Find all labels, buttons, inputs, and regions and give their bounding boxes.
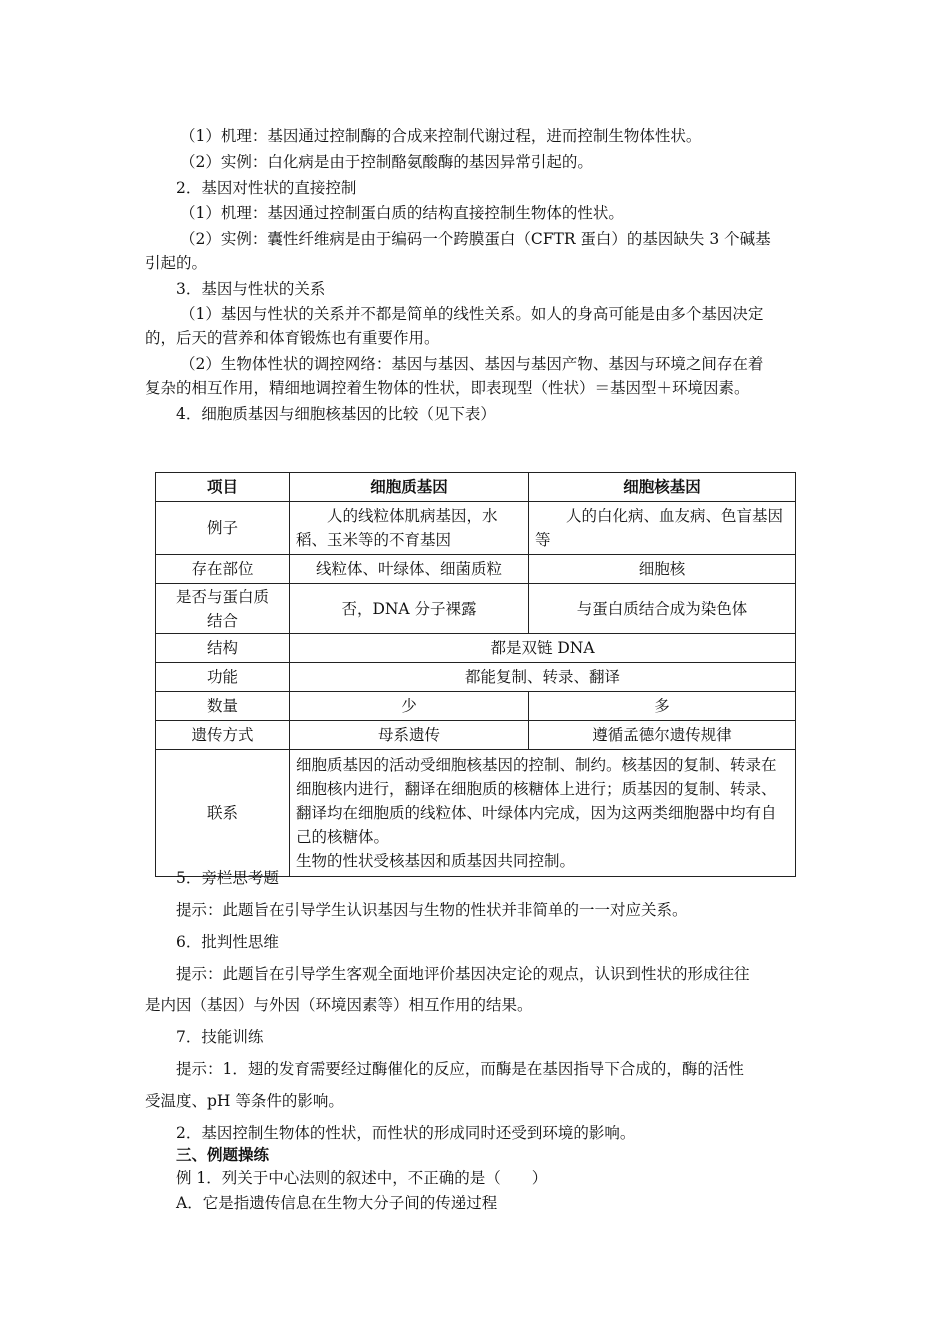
table-cell: 人的线粒体肌病基因，水稻、玉米等的不育基因	[290, 502, 529, 555]
header-cell: 细胞质基因	[290, 473, 529, 502]
table-cell	[290, 750, 796, 877]
table-cell: 少	[290, 692, 529, 721]
text-line: 提示：1．翅的发育需要经过酶催化的反应，而酶是在基因指导下合成的，酶的活性	[176, 1060, 744, 1078]
section-title: 三、例题操练	[176, 1146, 270, 1164]
text-line: （1）机理：基因通过控制蛋白质的结构直接控制生物体的性状。	[180, 204, 624, 222]
option-text: A．它是指遗传信息在生物大分子间的传递过程	[176, 1194, 498, 1212]
table-row	[156, 555, 796, 584]
question-text: 例 1．列关于中心法则的叙述中，不正确的是（ ）	[176, 1169, 548, 1187]
row-label: 功能	[156, 663, 290, 692]
table-row	[156, 692, 796, 721]
table-row	[156, 502, 796, 555]
text-line: （1）机理：基因通过控制酶的合成来控制代谢过程，进而控制生物体性状。	[180, 127, 702, 145]
text-line: 提示：此题旨在引导学生认识基因与生物的性状并非简单的一一对应关系。	[176, 901, 688, 919]
text-line: 受温度、pH 等条件的影响。	[145, 1092, 344, 1110]
row-label: 遗传方式	[156, 721, 290, 750]
row-label: 联系	[156, 750, 290, 877]
table-cell: 多	[529, 692, 796, 721]
section-heading: 6．批判性思维	[176, 933, 279, 951]
table-row	[156, 663, 796, 692]
table-cell: 否，DNA 分子裸露	[290, 584, 529, 634]
table-row	[156, 750, 796, 877]
table-cell: 都是双链 DNA	[290, 634, 796, 663]
text-line: （1）基因与性状的关系并不都是简单的线性关系。如人的身高可能是由多个基因决定	[180, 305, 764, 323]
relation-text: 细胞质基因的活动受细胞核基因的控制、制约。核基因的复制、转录在细胞核内进行，翻译在细胞质的核糖体上进行；质基因的复制、转录、翻译均在细胞质的线粒体、叶绿体内完成，因为这两类细胞器中均有自己的核糖体。	[296, 756, 777, 846]
section-heading: 5．旁栏思考题	[176, 869, 279, 887]
row-label: 是否与蛋白质结合	[156, 584, 290, 634]
table-cell: 母系遗传	[290, 721, 529, 750]
text-line: 2．基因控制生物体的性状，而性状的形成同时还受到环境的影响。	[176, 1124, 636, 1142]
comparison-table	[155, 472, 796, 877]
row-label: 结构	[156, 634, 290, 663]
text-line: （2）实例：囊性纤维病是由于编码一个跨膜蛋白（CFTR 蛋白）的基因缺失 3 个碱基	[180, 230, 771, 248]
table-cell: 人的白化病、血友病、色盲基因等	[529, 502, 796, 555]
header-cell: 细胞核基因	[529, 473, 796, 502]
section-heading: 7．技能训练	[176, 1028, 264, 1046]
table-cell: 遵循孟德尔遗传规律	[529, 721, 796, 750]
text-line: 是内因（基因）与外因（环境因素等）相互作用的结果。	[145, 996, 533, 1014]
text-line: 引起的。	[145, 254, 208, 272]
table-cell: 与蛋白质结合成为染色体	[529, 584, 796, 634]
row-label: 例子	[156, 502, 290, 555]
table-cell: 线粒体、叶绿体、细菌质粒	[290, 555, 529, 584]
table-cell: 细胞核	[529, 555, 796, 584]
table-row	[156, 584, 796, 634]
text-line: 提示：此题旨在引导学生客观全面地评价基因决定论的观点，认识到性状的形成往往	[176, 965, 750, 983]
relation-text: 生物的性状受核基因和质基因共同控制。	[296, 852, 576, 870]
header-cell: 项目	[156, 473, 290, 502]
section-heading: 2．基因对性状的直接控制	[176, 179, 357, 197]
text-line: 复杂的相互作用，精细地调控着生物体的性状，即表现型（性状）＝基因型＋环境因素。	[145, 379, 750, 397]
table-cell: 都能复制、转录、翻译	[290, 663, 796, 692]
text-line: （2）生物体性状的调控网络：基因与基因、基因与基因产物、基因与环境之间存在着	[180, 355, 764, 373]
text-line: （2）实例：白化病是由于控制酪氨酸酶的基因异常引起的。	[180, 153, 593, 171]
row-label: 数量	[156, 692, 290, 721]
row-label: 存在部位	[156, 555, 290, 584]
text-line: 的，后天的营养和体育锻炼也有重要作用。	[145, 329, 440, 347]
table-row	[156, 634, 796, 663]
table-row	[156, 721, 796, 750]
section-heading: 4．细胞质基因与细胞核基因的比较（见下表）	[176, 405, 496, 423]
table-header-row	[156, 473, 796, 502]
section-heading: 3．基因与性状的关系	[176, 280, 326, 298]
